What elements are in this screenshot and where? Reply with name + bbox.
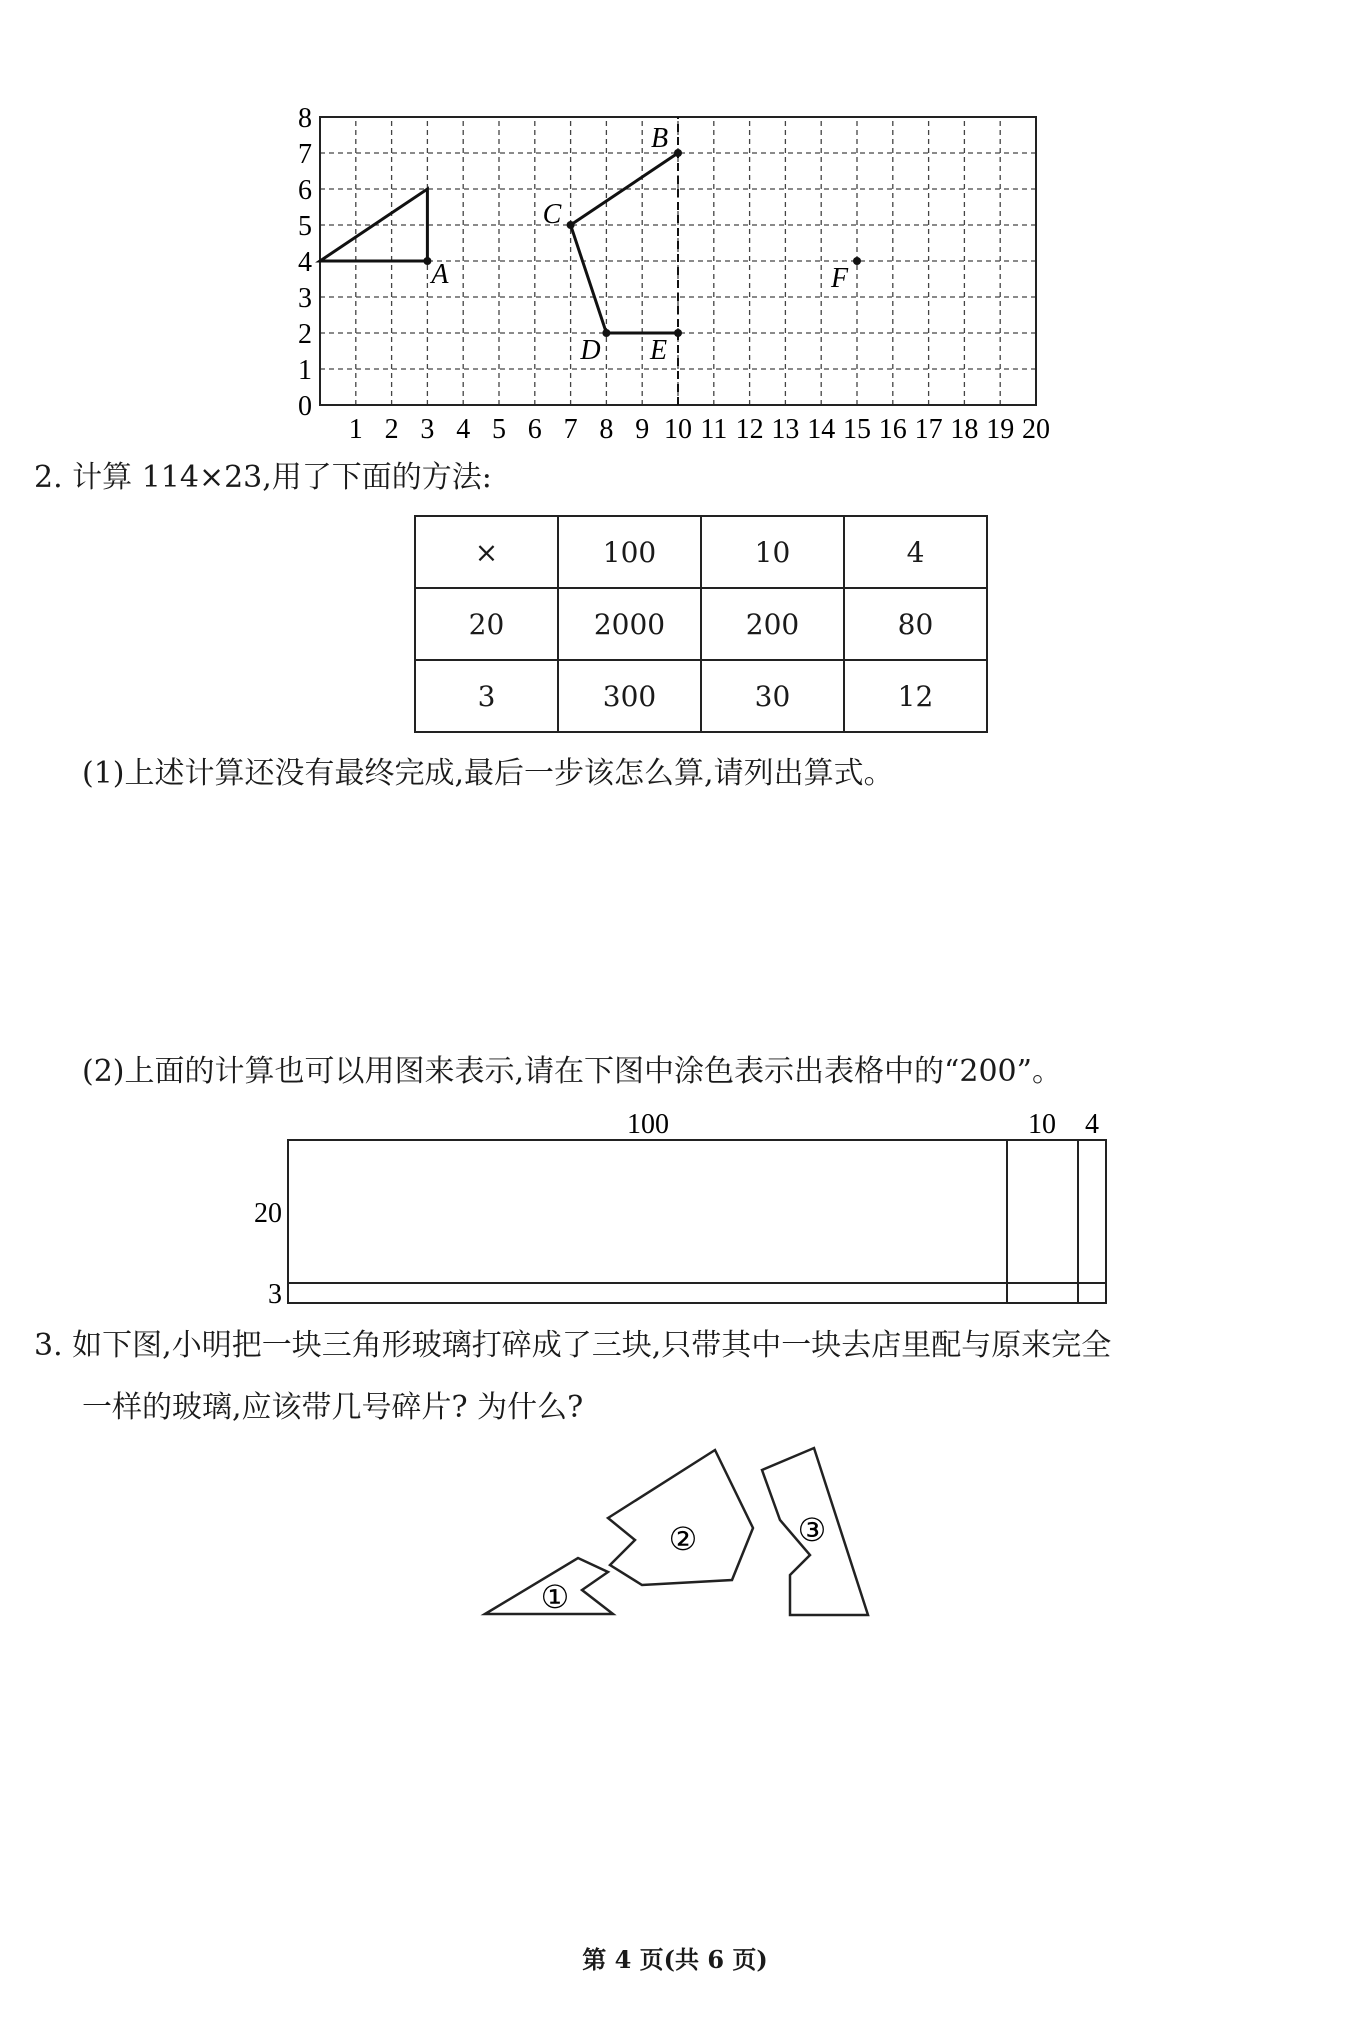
table-cell: 30 (701, 660, 844, 732)
question-3-line-2: 一样的玻璃,应该带几号碎片? 为什么? (82, 1390, 584, 1425)
question-2-part-1: (1)上述计算还没有最终完成,最后一步该怎么算,请列出算式。 (82, 756, 894, 791)
y-tick-label: 0 (298, 391, 312, 422)
y-tick-label: 8 (298, 103, 312, 134)
x-tick-label: 7 (563, 414, 578, 445)
x-tick-label: 18 (950, 414, 979, 445)
y-tick-label: 2 (298, 319, 312, 350)
x-tick-label: 20 (1022, 414, 1050, 445)
x-tick-label: 15 (843, 414, 871, 445)
x-tick-label: 8 (599, 414, 614, 445)
x-tick-label: 16 (878, 414, 907, 445)
polyline-shape (571, 153, 678, 333)
y-tick-label: 7 (298, 139, 312, 170)
point-label-f: F (831, 263, 849, 294)
glass-pieces-figure (470, 1440, 880, 1630)
point-b-dot (674, 149, 682, 157)
table-cell: 4 (844, 516, 987, 588)
point-d-dot (602, 329, 610, 337)
table-row (415, 588, 987, 660)
table-cell: 10 (701, 516, 844, 588)
point-e-dot (674, 329, 682, 337)
multiplication-table (414, 515, 988, 733)
table-cell: 2000 (558, 588, 701, 660)
table-row (415, 516, 987, 588)
area-label-4: 4 (1085, 1109, 1099, 1140)
point-a-dot (423, 257, 431, 265)
piece-3-marker (798, 1512, 827, 1548)
svg-text:③: ③ (797, 1512, 827, 1548)
area-label-100: 100 (627, 1109, 669, 1140)
y-tick-label: 3 (298, 283, 312, 314)
point-f-dot (853, 257, 861, 265)
table-row (415, 660, 987, 732)
x-tick-label: 5 (492, 414, 506, 445)
table-cell: 200 (701, 588, 844, 660)
area-model-figure (230, 1100, 1130, 1310)
area-label-3: 3 (268, 1279, 282, 1310)
y-tick-label: 1 (298, 355, 312, 386)
table-cell: 300 (558, 660, 701, 732)
coordinate-grid-figure (280, 100, 1070, 445)
y-tick-label: 6 (298, 175, 312, 206)
point-c-dot (567, 221, 575, 229)
x-tick-label: 2 (384, 414, 399, 445)
y-tick-label: 4 (298, 247, 312, 278)
x-tick-label: 1 (348, 414, 363, 445)
question-2-intro: 2. 计算 114×23,用了下面的方法: (34, 460, 492, 495)
x-tick-label: 10 (664, 414, 692, 445)
table-cell: × (415, 516, 558, 588)
point-label-d: D (580, 335, 601, 366)
question-3-line-1: 3. 如下图,小明把一块三角形玻璃打碎成了三块,只带其中一块去店里配与原来完全 (34, 1328, 1112, 1363)
piece-1-marker (541, 1579, 570, 1615)
svg-text:①: ① (540, 1579, 570, 1615)
page-footer: 第 4 页(共 6 页) (582, 1945, 768, 1974)
table-cell: 100 (558, 516, 701, 588)
x-tick-label: 17 (914, 414, 943, 445)
table-cell: 80 (844, 588, 987, 660)
point-label-a: A (431, 259, 449, 290)
area-model-outer (288, 1140, 1106, 1303)
question-2-part-2: (2)上面的计算也可以用图来表示,请在下图中涂色表示出表格中的“200”。 (82, 1054, 1062, 1089)
table-cell: 12 (844, 660, 987, 732)
svg-text:②: ② (668, 1521, 698, 1557)
x-tick-label: 19 (986, 414, 1015, 445)
point-label-e: E (650, 335, 668, 366)
x-tick-label: 13 (771, 414, 800, 445)
area-label-10: 10 (1028, 1109, 1056, 1140)
table-cell: 20 (415, 588, 558, 660)
table-cell: 3 (415, 660, 558, 732)
x-tick-label: 9 (635, 414, 650, 445)
x-tick-label: 11 (700, 414, 728, 445)
x-tick-label: 3 (420, 414, 435, 445)
x-tick-label: 14 (807, 414, 836, 445)
area-label-20: 20 (254, 1198, 282, 1229)
point-label-c: C (542, 199, 562, 230)
x-tick-label: 6 (527, 414, 542, 445)
y-tick-label: 5 (298, 211, 312, 242)
glass-piece-2 (608, 1450, 753, 1585)
x-tick-label: 12 (735, 414, 764, 445)
point-label-b: B (651, 123, 669, 154)
piece-2-marker (669, 1521, 698, 1557)
x-tick-label: 4 (456, 414, 471, 445)
